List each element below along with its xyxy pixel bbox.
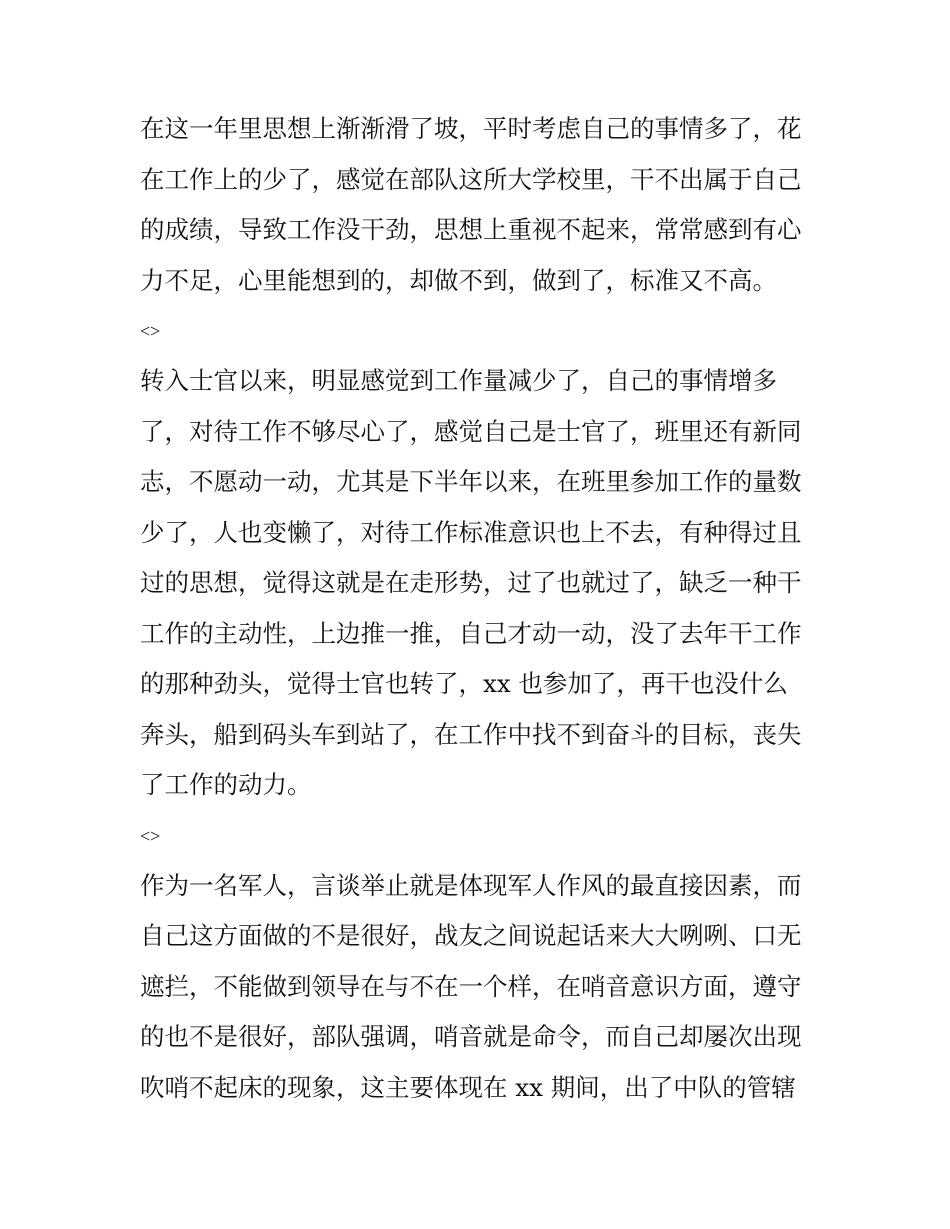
text-line: 过的思想，觉得这就是在走形势，过了也就过了，缺乏一种干 [140, 568, 802, 597]
text-line: 的成绩，导致工作没干劲，思想上重视不起来，常常感到有心 [140, 215, 802, 244]
document-page [140, 104, 820, 1113]
text-line: 力不足，心里能想到的，却做不到，做到了，标准又不高。 [140, 265, 777, 295]
paragraph-2 [140, 356, 820, 811]
paragraph-1 [140, 104, 820, 306]
text-line: 转入士官以来，明显感觉到工作量减少了，自己的事情增多 [140, 366, 777, 395]
text-line: 奔头，船到码头车到站了，在工作中找不到奋斗的目标，丧失 [140, 719, 802, 749]
text-line: 遮拦，不能做到领导在与不在一个样，在哨音意识方面，遵守 [140, 971, 802, 1001]
text-line: 的那种劲头，觉得士官也转了，xx 也参加了，再干也没什么 [140, 669, 788, 698]
text-line: 了，对待工作不够尽心了，感觉自己是士官了，班里还有新同 [140, 416, 802, 446]
paragraph-3 [140, 861, 820, 1114]
text-line: 作为一名军人，言谈举止就是体现军人作风的最直接因素，而 [140, 870, 802, 900]
text-line: 在工作上的少了，感觉在部队这所大学校里，干不出属于自己 [140, 164, 802, 194]
text-line: 了工作的动力。 [140, 770, 312, 799]
separator-marker: <> [140, 321, 161, 341]
text-line: 自己这方面做的不是很好，战友之间说起话来大大咧咧、口无 [140, 921, 802, 950]
text-line: 志，不愿动一动，尤其是下半年以来，在班里参加工作的量数 [140, 467, 802, 496]
text-line: 少了，人也变懒了，对待工作标准意识也上不去，有种得过且 [140, 517, 802, 547]
text-line: 工作的主动性，上边推一推，自己才动一动，没了去年干工作 [140, 618, 802, 648]
separator-marker: <> [140, 825, 161, 846]
text-line: 的也不是很好，部队强调，哨音就是命令，而自己却屡次出现 [140, 1022, 802, 1051]
text-line: 吹哨不起床的现象，这主要体现在 xx 期间，出了中队的管辖 [140, 1072, 796, 1102]
text-line: 在这一年里思想上渐渐滑了坡，平时考虑自己的事情多了，花 [140, 114, 802, 143]
